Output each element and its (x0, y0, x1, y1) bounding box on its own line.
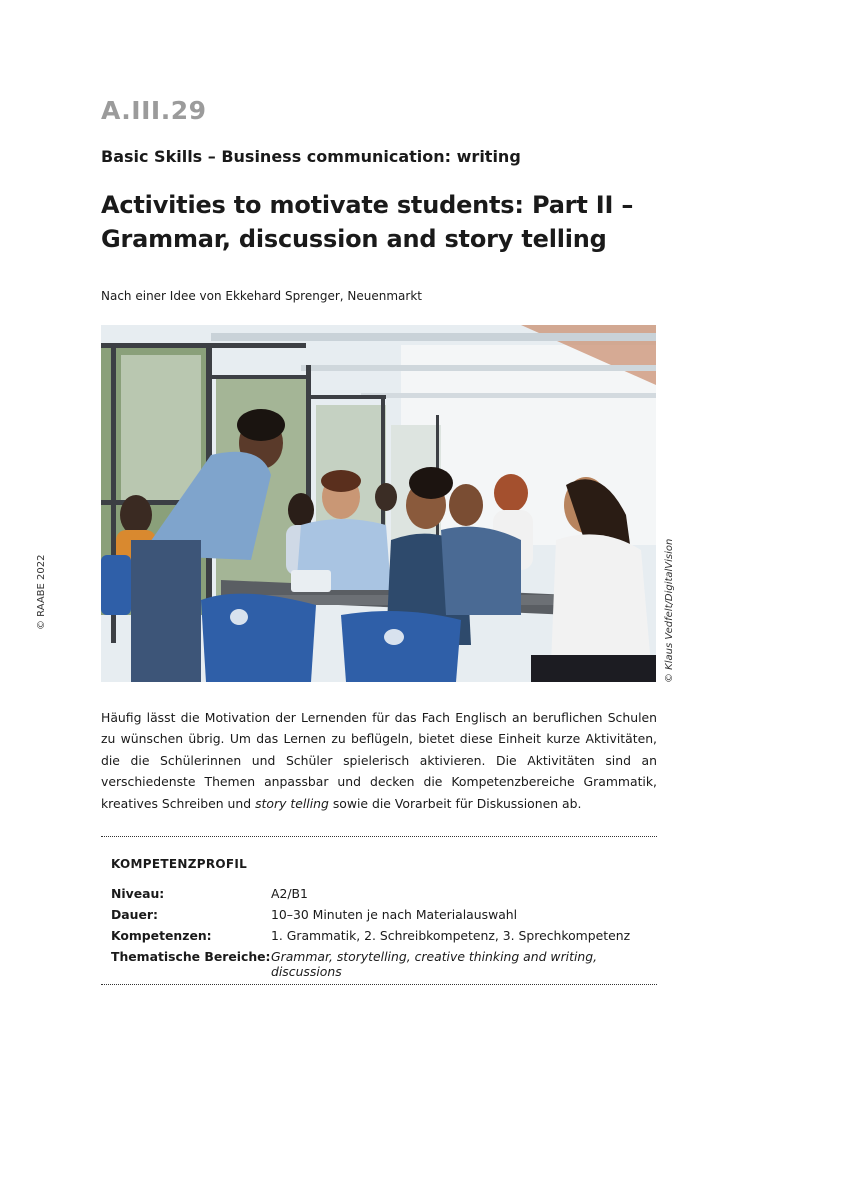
profile-value: 10–30 Minuten je nach Materialauswahl (271, 907, 518, 922)
copyright-notice: © RAABE 2022 (36, 554, 47, 630)
classroom-photo-illustration (101, 325, 656, 682)
title-line-2: Grammar, discussion and story telling (101, 225, 607, 253)
intro-text-1: Häufig lässt die Motivation der Lernenden für das Fach Englisch an beruflichen Schulen zu wünschen übrig. Um das Lernen zu beflügeln, bietet diese Einheit kurze Aktivitäten, die die Schülerinnen und Schüler spielerisch aktivieren. Die Aktivitäten sind an verschiedenste Themen anpassbar und decken die Kompetenzbereiche Grammatik, kreatives Schreiben und (101, 710, 657, 811)
competence-profile-table (111, 886, 651, 979)
series-subtitle: Basic Skills – Business communication: writing (101, 147, 521, 166)
intro-emphasis: story telling (255, 795, 329, 811)
profile-value: A2/B1 (271, 886, 308, 901)
profile-row (111, 928, 651, 949)
classroom-photo (101, 325, 656, 682)
profile-label: Niveau: (111, 886, 165, 901)
intro-text-2: sowie die Vorarbeit für Diskussionen ab. (328, 795, 582, 811)
profile-label: Dauer: (111, 907, 158, 922)
profile-value: Grammar, storytelling, creative thinking and writing, discussions (271, 949, 598, 979)
profile-row (111, 949, 651, 979)
profile-value: 1. Grammatik, 2. Schreibkompetenz, 3. Sprechkompetenz (271, 928, 631, 943)
profile-label: Thematische Bereiche: (111, 949, 271, 964)
profile-row (111, 886, 651, 907)
document-code: A.III.29 (101, 96, 207, 125)
divider-bottom (101, 984, 657, 985)
profile-heading: KOMPETENZPROFIL (111, 857, 248, 871)
photo-credit: © Klaus Vedfelt/DigitalVision (664, 538, 675, 683)
profile-row (111, 907, 651, 928)
page-title (101, 188, 661, 256)
profile-label: Kompetenzen: (111, 928, 212, 943)
intro-paragraph (101, 707, 657, 814)
title-line-1: Activities to motivate students: Part II – (101, 191, 634, 219)
divider-top (101, 836, 657, 837)
author-note: Nach einer Idee von Ekkehard Sprenger, Neuenmarkt (101, 289, 422, 303)
